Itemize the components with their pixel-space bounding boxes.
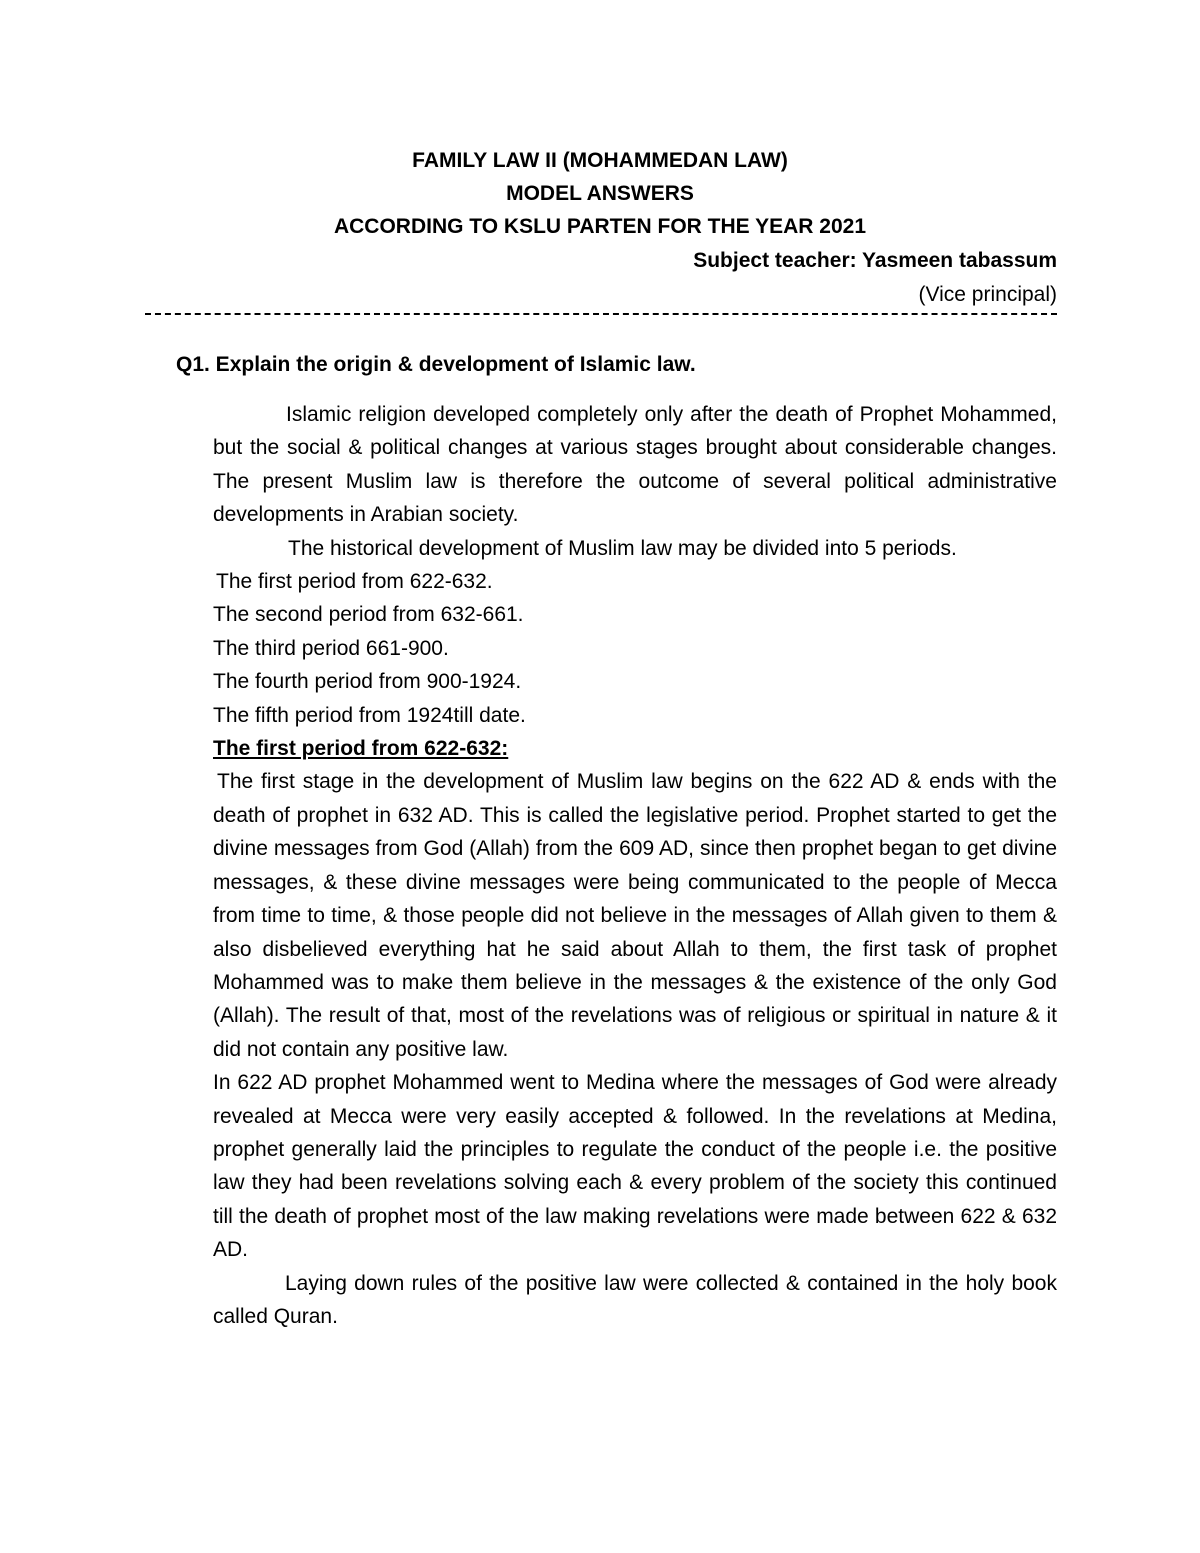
first-period-paragraph: The first stage in the development of Muslim law begins on the 622 AD & ends with the death of prophet in 632 AD. This is called the legislative period. Prophet started to get the divine messages from God (Allah) from the 609 AD, since then prophet began to get divine messages, & these divine messages were being communicated to the people of Mecca from time to time, & those people did not believe in the messages of Allah given to them & also disbelieved everything hat he said about Allah to them, the first task of prophet Mohammed was to make them believe in the messages & the existence of the only God (Allah). The result of that, most of the revelations was of religious or spiritual in nature & it did not contain any positive law. bbox=[213, 770, 1057, 1061]
pattern-line: ACCORDING TO KSLU PARTEN FOR THE YEAR 2021 bbox=[333, 215, 867, 238]
dashed-divider bbox=[145, 313, 1057, 315]
subject-teacher: Subject teacher: Yasmeen tabassum bbox=[693, 249, 1057, 272]
period-item: The third period 661-900. bbox=[213, 636, 449, 660]
teacher-designation: (Vice principal) bbox=[918, 283, 1057, 306]
answer-body bbox=[213, 398, 1057, 1333]
first-period-paragraph: In 622 AD prophet Mohammed went to Medina where the messages of God were already revealed at Mecca were very easily accepted & followed. In the revelations at Medina, prophet generally laid the principles to regulate the conduct of the people i.e. the positive law they had been revelations solving each & every problem of the society this continued till the death of prophet most of the law making revelations were made between 622 & 632 AD. bbox=[213, 1071, 1057, 1262]
document-subtitle: MODEL ANSWERS bbox=[506, 182, 694, 205]
document-title: FAMILY LAW II (MOHAMMEDAN LAW) bbox=[412, 149, 788, 172]
period-item: The fourth period from 900-1924. bbox=[213, 670, 522, 694]
periods-intro: The historical development of Muslim law may be divided into 5 periods. bbox=[288, 536, 957, 560]
period-item: The first period from 622-632. bbox=[216, 570, 493, 594]
period-item: The fifth period from 1924till date. bbox=[213, 703, 526, 727]
period-item: The second period from 632-661. bbox=[213, 603, 524, 627]
question-heading: Q1. Explain the origin & development of Islamic law. bbox=[176, 353, 696, 376]
first-period-paragraph: Laying down rules of the positive law were collected & contained in the holy book called Quran. bbox=[213, 1271, 1057, 1328]
intro-paragraph: Islamic religion developed completely only after the death of Prophet Mohammed, but the social & political changes at various stages brought about considerable changes. The present Muslim law is therefore the outcome of several political administrative developments in Arabian society. bbox=[213, 403, 1057, 527]
section-heading: The first period from 622-632: bbox=[213, 737, 509, 761]
